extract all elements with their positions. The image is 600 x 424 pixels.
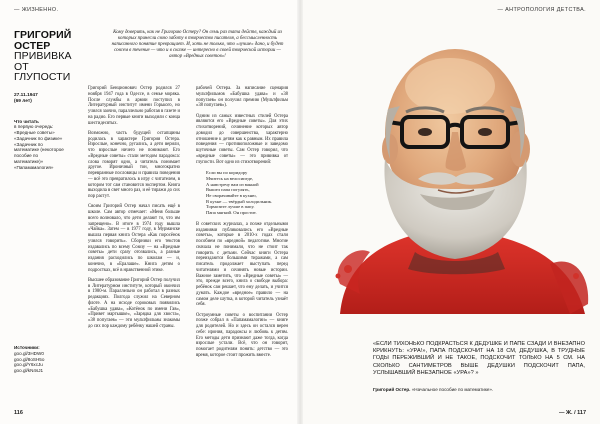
poem-line: Папа мягкий. Он простит. [206,210,257,216]
sources-heading: Источники: [14,345,40,350]
source-link[interactable]: goo.gl/3HDW0 [14,350,44,356]
reading-item: «Задачник по физике» [14,135,63,141]
reading-item: «Папамамалогия» [14,164,54,170]
poem-line: В кухне — твёрдый холодильник. [206,198,273,204]
poem-line: Вышел папа погулять, [206,187,250,193]
source-link[interactable]: goo.gl/8oSH5o [14,356,45,362]
poem-line: Если вы по коридору [206,170,248,176]
page-number-left: 116 [14,410,23,416]
article-intro: Кому доверить, как не Григорию Остеру? Он семь раз тата действ, каждый из которых принесли свою заботу в творчество писателя, а бессмысленность написанного понятие превращает. И, хоть не только, что «лучше» дано, и будет совсем в течение — что и в сказке — интересно в своей творческой истории — автор «Вредных советов»! [111,30,284,60]
article-column-2 [196,86,288,363]
paint-splatter [573,273,579,279]
author-portrait-illustration [300,14,600,314]
title-name-line2: ОСТЕР [14,39,51,52]
ear-shape [510,131,530,167]
poem-line: Тормозите лучше в папу. [206,204,255,210]
poem-line: А навстречу вам из ванной [206,181,259,187]
title-subtitle-line2: ОТ ГЛУПОСТИ [14,60,71,83]
forehead-highlight [405,58,495,114]
paragraph: Возможно, часть будущей остапщины родилась в характере Григория Остера. Взрослые, конечно, ругались, а дети верили, что взрослые ничего не понимают. Его «Вредные советы» стали методом парадокса: слова говорят одно, а читатель понимает другое. Ироничный тон, многократно перевранные пословицы и правила поведения — всё это превратилось в игру с читателем, в котором тот сам становится экспертом. Книга выходила в свет много раз, и её тиражи до сих пор растут. [88,130,180,199]
eye-shape [478,128,492,136]
paint-splatter [336,274,341,279]
article-column-1 [88,86,180,334]
poem-line: Мчитесь на велосипеде, [206,175,254,181]
title-name-line1: ГРИГОРИЙ [14,29,72,41]
poem-line: Не сворачивайте в кухню, [206,193,257,199]
paragraph: Григорий Бенционович Остер родился 27 ноября 1947 года в Одессе, в семье моряка. После службы в армии поступил в Литературный институт имени Горького, но учился заочно, параллельно работая в газете и на радио. Его первые книги выходили с конца шестидесятых. [88,86,180,126]
sources-list [14,345,74,374]
eye-shape [418,128,432,136]
paragraph: В советских журналах, а позже отдельными изданиями публиковались его «Вредные советы», которые в 2010-х годах стали пособием по «вредной» педагогике. Многие сначала не понимали, что не стоит так говорить с детьми. Сейчас книги Остера переиздаются большими тиражами, а сам писатель продолжает выступать перед читателями и сочинять новые истории. Важное заметить, что «Вредные советы» — это, прежде всего, книга о свободе выбора: ребёнок сам решает, что ему делать, и учится думать. Каждое «вредное» правило — на самом деле шутка, в которой читатель узнаёт себя. [196,221,288,308]
section-label-right: — АНТРОПОЛОГИЯ ДЕТСТВА. [497,7,586,13]
source-link[interactable]: goo.gl/kN4sJ1 [14,368,44,374]
credit-author: Григорий Остер. [373,387,411,392]
author-age: (69 лет) [14,98,32,104]
paragraph: Своим Григорий Остер начал писать ещё в школе. Сам автор отмечает: «Меня больше всего волновало, что дети делают то, что им запрещено». В итоге в 1974 году вышла «Чайка». Затем — в 1977 году, в Мурманске вышла первая книга Остера «Как поросёнок учился говорить». Сборники его текстов издавались по всему Союзу — на «Вредные советы» дети сразу отозвались, а разные издания расходились по школам — и, конечно, в «Ералаше». Книга детям о подростках, всё в нравственной этике. [88,204,180,273]
quote-credit [373,387,585,393]
paragraph: рабочей Остера. За написание сценария мультфильмов «Бабушка удава» и «38 попугаев» он получил премию (Мультфильм «38 попугаев»). [196,86,288,109]
reading-list-heading: Что читать [14,118,39,124]
pull-quote: «ЕСЛИ ТИХОНЬКО ПОДКРАСТЬСЯ К ДЕДУШКЕ И ПАПЕ СЗАДИ И ВНЕЗАПНО КРИКНУТЬ: «УРА!», ПАПА ПОДСКОЧИТ НА 18 СМ, ДЕДУШКА, В ТРУДНЫЕ ГОДЫ ПЕРЕЖИВШИЙ И НЕ ТАКОЕ, ПОДСКОЧИТ ТОЛЬКО НА 5 СМ. НА СКОЛЬКО САНТИМЕТРОВ ВЫШЕ ДЕДУШКИ ПОДСКОЧИТ ПАПА, УСЛЫШАВШИЙ ВНЕЗАПНОЕ «УРА»? » [373,341,585,376]
poem-excerpt [206,170,288,216]
article-title [14,29,72,83]
paint-splatter [344,265,352,273]
reading-item: «Вредные советы» [14,130,55,136]
reading-list-subheading: в первую очередь: [14,124,54,130]
sidebar [14,29,72,171]
paragraph: Высшее образование Григорий Остер получил в Литературном институте, который окончил в 1980-м. Параллельно он работал в разных редакциях. Полгода служил на Северном флоте. А на исходе сороковых появились «Бабушка удава», «Котёнок по имени Гав», «Привет мартышке», «Зарядка для хвоста», «38 попугаев» — эти мультфильмы знакомы до сих пор каждому ребёнку нашей страны. [88,277,180,329]
title-subtitle-line1: ПРИВИВКА [14,50,72,62]
reading-item: «Задачник по математике (некоторое пособие по математике)» [14,141,64,165]
birth-date: 27.11.1947 [14,92,38,98]
credit-work: «Начальное пособие по математике». [411,387,494,392]
ear-shape [382,134,398,164]
reading-list [14,119,66,171]
page-number-right: — Ж. / 117 [559,410,586,416]
paragraph: Одним из самых известных стилей Остера являются его «Вредные советы». Для этих стихотворений, сочинение которых автор доводил до совершенства, характерно отношение к детям как к равным. Их правила поведения — противоположные и заведомо шуточные советы. Сам Остер говорил, что «вредные советы» — это прививка от глупости. Вот одно из стихотворений: [196,113,288,165]
author-dates [14,93,66,105]
section-label-left: — ЖИЗНЕННО. [14,7,59,13]
paragraph: Остроумные советы о воспитании Остер позже собрал в «Папамамалогии» — книге для родителей. Но и здесь он остался верен себе: ирония, парадоксы и любовь к детям. Его методы дети признают даже тогда, когда взрослые устали. Всё, что он говорит, помогает родителям понять: детство — это время, которое стоит прожить вместе. [196,312,288,358]
source-link[interactable]: goo.gl/Y6xcJu [14,362,43,368]
